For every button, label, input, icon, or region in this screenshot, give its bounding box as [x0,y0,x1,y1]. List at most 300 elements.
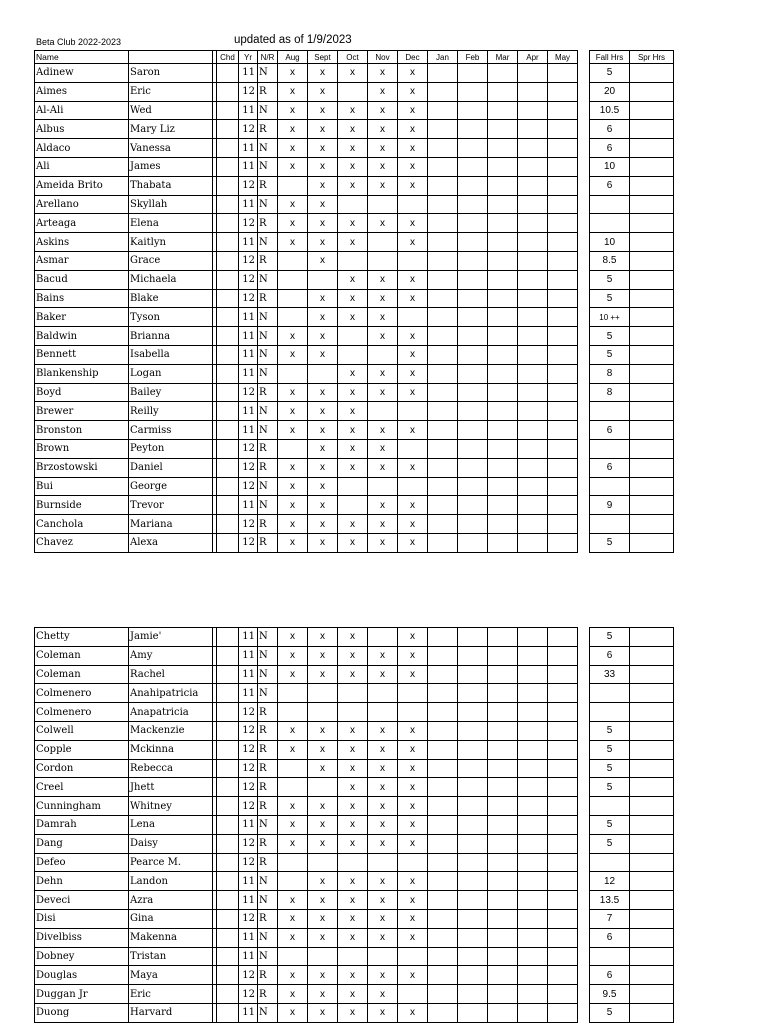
month-nov-cell: x [368,439,398,458]
year-cell: 11 [239,345,258,364]
last-name-cell: Damrah [35,815,129,834]
month-apr-cell [518,985,548,1004]
month-aug-cell: x [278,195,308,214]
year-cell: 12 [239,834,258,853]
month-nov-cell [368,628,398,647]
month-oct-cell: x [338,515,368,534]
month-mar-cell [488,402,518,421]
month-apr-cell [518,176,548,195]
month-feb-cell [458,101,488,120]
month-feb-cell [458,797,488,816]
month-oct-cell [338,853,368,872]
month-may-cell [548,646,578,665]
spacer [578,421,590,440]
month-nov-cell: x [368,533,398,552]
year-cell: 12 [239,176,258,195]
first-name-cell: Makenna [129,928,213,947]
month-sept-cell: x [308,646,338,665]
month-apr-cell [518,928,548,947]
roster-table-2 [34,627,674,1023]
month-oct-cell: x [338,233,368,252]
nr-cell: N [258,815,278,834]
month-may-cell [548,120,578,139]
month-dec-cell: x [398,778,428,797]
month-jan-cell [428,515,458,534]
month-sept-cell: x [308,157,338,176]
month-aug-cell [278,176,308,195]
month-sept-cell: x [308,985,338,1004]
month-aug-cell: x [278,327,308,346]
month-may-cell [548,815,578,834]
nr-cell: N [258,270,278,289]
month-may-cell [548,834,578,853]
month-may-cell [548,533,578,552]
month-apr-cell [518,101,548,120]
spr-hrs-cell [630,82,674,101]
first-name-cell: Isabella [129,345,213,364]
month-aug-cell: x [278,1003,308,1022]
fall-hrs-cell: 8 [590,364,630,383]
first-name-cell: Anahipatricia [129,684,213,703]
last-name-cell: Asmar [35,251,129,270]
month-oct-cell: x [338,909,368,928]
month-jan-cell [428,721,458,740]
month-may-cell [548,214,578,233]
month-may-cell [548,721,578,740]
chd-cell [217,815,239,834]
fall-hrs-cell: 6 [590,458,630,477]
month-oct-cell: x [338,1003,368,1022]
spacer [578,308,590,327]
month-sept-cell: x [308,289,338,308]
month-mar-cell [488,703,518,722]
table-row [35,251,674,270]
spacer [578,515,590,534]
month-aug-cell: x [278,345,308,364]
month-jan-cell [428,684,458,703]
first-name-cell: Grace [129,251,213,270]
month-nov-cell: x [368,270,398,289]
month-aug-cell: x [278,383,308,402]
fall-hrs-cell: 8.5 [590,251,630,270]
nr-cell: N [258,947,278,966]
month-sept-cell: x [308,139,338,158]
table-row [35,909,674,928]
month-dec-cell: x [398,665,428,684]
month-aug-cell: x [278,233,308,252]
month-feb-cell [458,909,488,928]
fall-hrs-cell: 13.5 [590,891,630,910]
month-aug-cell [278,364,308,383]
month-feb-cell [458,533,488,552]
month-jan-cell [428,251,458,270]
month-mar-cell [488,82,518,101]
month-nov-cell: x [368,139,398,158]
fall-hrs-cell: 33 [590,665,630,684]
month-apr-cell [518,82,548,101]
month-mar-cell [488,834,518,853]
chd-cell [217,270,239,289]
month-oct-cell: x [338,421,368,440]
month-feb-cell [458,270,488,289]
chd-cell [217,195,239,214]
month-mar-cell [488,853,518,872]
month-apr-cell [518,797,548,816]
month-jan-cell [428,815,458,834]
table-row [35,101,674,120]
header-jan: Jan [428,51,458,64]
fall-hrs-cell: 5 [590,327,630,346]
month-apr-cell [518,533,548,552]
nr-cell: R [258,778,278,797]
fall-hrs-cell: 7 [590,909,630,928]
nr-cell: R [258,439,278,458]
month-sept-cell: x [308,891,338,910]
table-row [35,515,674,534]
month-feb-cell [458,985,488,1004]
month-dec-cell [398,947,428,966]
year-cell: 12 [239,477,258,496]
spr-hrs-cell [630,233,674,252]
spacer [578,721,590,740]
fall-hrs-cell: 9.5 [590,985,630,1004]
month-apr-cell [518,947,548,966]
month-may-cell [548,872,578,891]
month-aug-cell: x [278,891,308,910]
month-feb-cell [458,834,488,853]
month-mar-cell [488,101,518,120]
month-apr-cell [518,966,548,985]
month-aug-cell: x [278,101,308,120]
spr-hrs-cell [630,1003,674,1022]
month-feb-cell [458,157,488,176]
month-aug-cell: x [278,64,308,83]
fall-hrs-cell: 6 [590,120,630,139]
month-may-cell [548,1003,578,1022]
spr-hrs-cell [630,458,674,477]
year-cell: 12 [239,797,258,816]
month-feb-cell [458,646,488,665]
month-may-cell [548,327,578,346]
header-aug: Aug [278,51,308,64]
table-row [35,872,674,891]
spacer [578,176,590,195]
fall-hrs-cell [590,853,630,872]
month-dec-cell: x [398,721,428,740]
nr-cell: N [258,421,278,440]
first-name-cell: Pearce M. [129,853,213,872]
month-sept-cell: x [308,797,338,816]
month-mar-cell [488,364,518,383]
month-may-cell [548,928,578,947]
spacer [578,439,590,458]
month-may-cell [548,82,578,101]
month-nov-cell: x [368,834,398,853]
month-mar-cell [488,289,518,308]
month-sept-cell: x [308,383,338,402]
nr-cell: N [258,928,278,947]
month-apr-cell [518,458,548,477]
month-feb-cell [458,759,488,778]
month-sept-cell: x [308,740,338,759]
month-mar-cell [488,233,518,252]
month-may-cell [548,458,578,477]
spr-hrs-cell [630,985,674,1004]
month-aug-cell: x [278,82,308,101]
last-name-cell: Canchola [35,515,129,534]
spacer [578,966,590,985]
chd-cell [217,176,239,195]
month-mar-cell [488,665,518,684]
month-may-cell [548,891,578,910]
nr-cell: N [258,684,278,703]
month-mar-cell [488,439,518,458]
nr-cell: R [258,176,278,195]
year-cell: 11 [239,421,258,440]
month-oct-cell [338,82,368,101]
last-name-cell: Duggan Jr [35,985,129,1004]
month-feb-cell [458,308,488,327]
fall-hrs-cell [590,684,630,703]
month-feb-cell [458,928,488,947]
last-name-cell: Cordon [35,759,129,778]
spacer [578,120,590,139]
year-cell: 11 [239,891,258,910]
header-sept: Sept [308,51,338,64]
month-nov-cell [368,947,398,966]
month-mar-cell [488,872,518,891]
month-apr-cell [518,665,548,684]
last-name-cell: Cunningham [35,797,129,816]
month-jan-cell [428,646,458,665]
month-sept-cell: x [308,251,338,270]
month-apr-cell [518,383,548,402]
month-jan-cell [428,1003,458,1022]
spacer [578,195,590,214]
last-name-cell: Dobney [35,947,129,966]
month-apr-cell [518,759,548,778]
month-dec-cell: x [398,120,428,139]
year-cell: 12 [239,82,258,101]
month-may-cell [548,947,578,966]
month-dec-cell: x [398,157,428,176]
month-feb-cell [458,891,488,910]
month-apr-cell [518,853,548,872]
month-apr-cell [518,251,548,270]
fall-hrs-cell: 10 [590,233,630,252]
month-jan-cell [428,120,458,139]
month-mar-cell [488,327,518,346]
nr-cell: R [258,214,278,233]
month-oct-cell: x [338,157,368,176]
month-jan-cell [428,139,458,158]
first-name-cell: Jhett [129,778,213,797]
month-dec-cell [398,703,428,722]
month-sept-cell: x [308,195,338,214]
month-aug-cell [278,270,308,289]
spacer [578,51,590,64]
month-jan-cell [428,383,458,402]
month-dec-cell: x [398,909,428,928]
nr-cell: N [258,665,278,684]
table-row [35,1003,674,1022]
fall-hrs-cell: 6 [590,928,630,947]
month-nov-cell: x [368,665,398,684]
month-may-cell [548,703,578,722]
chd-cell [217,64,239,83]
year-cell: 12 [239,439,258,458]
chd-cell [217,496,239,515]
spr-hrs-cell [630,815,674,834]
month-mar-cell [488,985,518,1004]
nr-cell: R [258,966,278,985]
month-jan-cell [428,101,458,120]
month-oct-cell: x [338,797,368,816]
nr-cell: R [258,251,278,270]
fall-hrs-cell: 5 [590,270,630,289]
last-name-cell: Chetty [35,628,129,647]
spr-hrs-cell [630,157,674,176]
month-aug-cell [278,289,308,308]
table-row [35,834,674,853]
first-name-cell: Kaitlyn [129,233,213,252]
spacer [578,139,590,158]
month-aug-cell: x [278,985,308,1004]
chd-cell [217,251,239,270]
month-mar-cell [488,120,518,139]
table-row [35,759,674,778]
month-apr-cell [518,233,548,252]
spacer [578,684,590,703]
table-row [35,628,674,647]
month-oct-cell [338,345,368,364]
spr-hrs-cell [630,928,674,947]
fall-hrs-cell [590,703,630,722]
table-row [35,496,674,515]
month-may-cell [548,101,578,120]
spacer [578,797,590,816]
spacer [578,458,590,477]
nr-cell: N [258,64,278,83]
month-nov-cell: x [368,891,398,910]
fall-hrs-cell [590,195,630,214]
month-nov-cell [368,251,398,270]
spr-hrs-cell [630,139,674,158]
month-sept-cell: x [308,439,338,458]
table-row [35,64,674,83]
month-feb-cell [458,947,488,966]
first-name-cell: Whitney [129,797,213,816]
month-may-cell [548,966,578,985]
month-nov-cell: x [368,120,398,139]
chd-cell [217,740,239,759]
header-feb: Feb [458,51,488,64]
table-row [35,703,674,722]
month-dec-cell: x [398,139,428,158]
month-mar-cell [488,458,518,477]
first-name-cell: Wed [129,101,213,120]
month-feb-cell [458,515,488,534]
month-aug-cell [278,947,308,966]
month-sept-cell: x [308,402,338,421]
first-name-cell: Blake [129,289,213,308]
month-apr-cell [518,120,548,139]
first-name-cell: Lena [129,815,213,834]
spr-hrs-cell [630,289,674,308]
spacer [578,101,590,120]
month-aug-cell: x [278,496,308,515]
chd-cell [217,778,239,797]
table-row [35,985,674,1004]
month-feb-cell [458,289,488,308]
month-apr-cell [518,909,548,928]
chd-cell [217,721,239,740]
month-nov-cell [368,233,398,252]
spacer [578,364,590,383]
month-dec-cell: x [398,327,428,346]
month-dec-cell: x [398,383,428,402]
year-cell: 11 [239,1003,258,1022]
chd-cell [217,289,239,308]
month-aug-cell [278,778,308,797]
month-jan-cell [428,195,458,214]
month-mar-cell [488,421,518,440]
spacer [578,985,590,1004]
month-sept-cell: x [308,120,338,139]
header-dec: Dec [398,51,428,64]
last-name-cell: Adinew [35,64,129,83]
month-dec-cell [398,985,428,1004]
month-nov-cell: x [368,82,398,101]
month-oct-cell: x [338,364,368,383]
month-feb-cell [458,477,488,496]
month-may-cell [548,157,578,176]
month-mar-cell [488,139,518,158]
spacer [578,1003,590,1022]
month-oct-cell: x [338,439,368,458]
month-aug-cell: x [278,120,308,139]
month-apr-cell [518,195,548,214]
month-may-cell [548,308,578,327]
spr-hrs-cell [630,834,674,853]
month-jan-cell [428,928,458,947]
month-may-cell [548,665,578,684]
year-cell: 11 [239,364,258,383]
last-name-cell: Boyd [35,383,129,402]
nr-cell: N [258,872,278,891]
chd-cell [217,477,239,496]
month-oct-cell: x [338,665,368,684]
month-may-cell [548,797,578,816]
month-apr-cell [518,684,548,703]
month-apr-cell [518,740,548,759]
month-sept-cell: x [308,64,338,83]
month-feb-cell [458,364,488,383]
month-sept-cell: x [308,665,338,684]
month-aug-cell [278,759,308,778]
year-cell: 12 [239,853,258,872]
month-oct-cell: x [338,628,368,647]
year-cell: 11 [239,233,258,252]
month-feb-cell [458,684,488,703]
nr-cell: N [258,157,278,176]
month-aug-cell [278,872,308,891]
year-cell: 12 [239,703,258,722]
fall-hrs-cell [590,947,630,966]
month-feb-cell [458,815,488,834]
spr-hrs-cell [630,421,674,440]
chd-cell [217,533,239,552]
